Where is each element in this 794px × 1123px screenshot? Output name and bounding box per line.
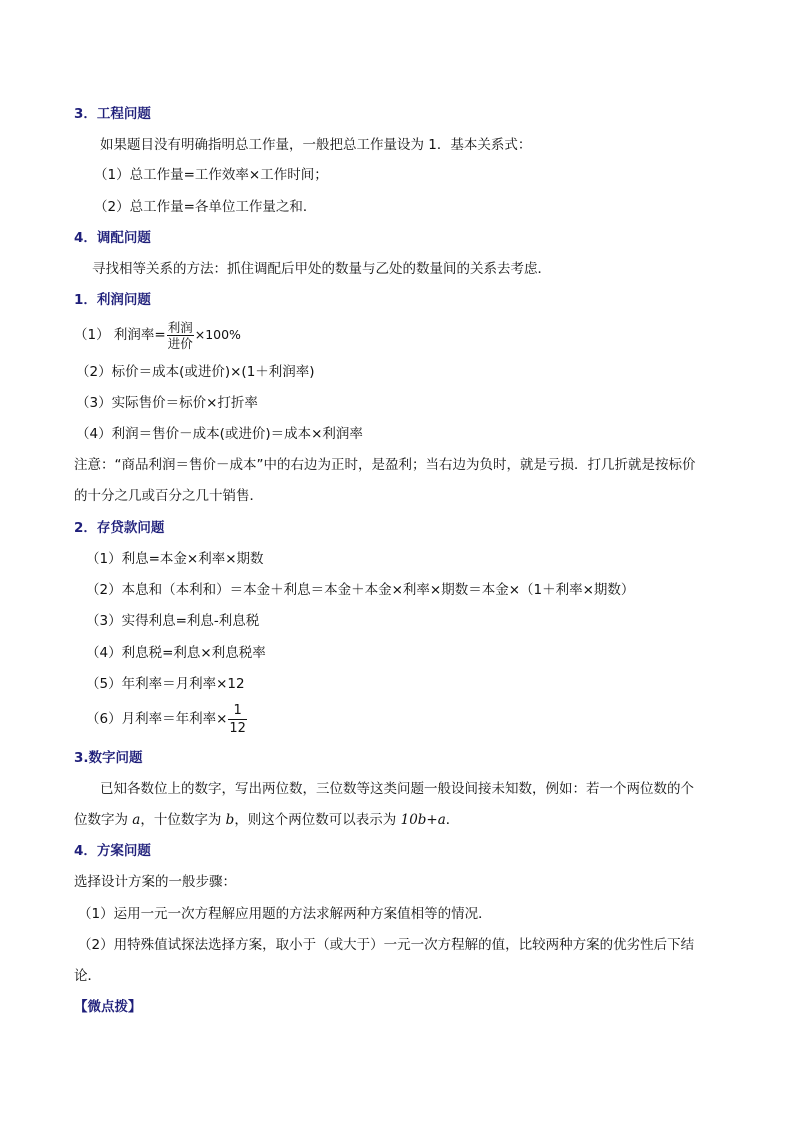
profit-formula-3: （3）实际售价＝标价×打折率 <box>76 395 258 411</box>
profit-fraction <box>167 320 194 351</box>
profit-note-line-1: 注意：“商品利润＝售价－成本”中的右边为正时，是盈利；当右边为负时，就是亏损．打几折就是按标价 <box>74 457 696 473</box>
digits-line-2-b: ，十位数字为 <box>140 812 226 828</box>
plan-intro: 选择设计方案的一般步骤： <box>74 874 236 890</box>
profit-f1-suffix: ×100% <box>194 327 241 342</box>
profit-note-line-2: 的十分之几或百分之几十销售． <box>74 488 263 504</box>
deposit-item-5: （5）年利率＝月利率×12 <box>86 676 245 692</box>
variable-b: b <box>225 812 235 828</box>
deposit-item-2: （2）本息和（本利和）＝本金＋利息＝本金＋本金×利率×期数＝本金×（1＋利率×期数） <box>86 582 635 598</box>
digits-line-1: 已知各数位上的数字，写出两位数，三位数等这类问题一般设间接未知数，例如：若一个两位数的个 <box>100 781 694 797</box>
plan-item-1: （1）运用一元一次方程解应用题的方法求解两种方案值相等的情况． <box>78 906 492 922</box>
plan-item-2-line-1: （2）用特殊值试探法选择方案，取小于（或大于）一元一次方程解的值，比较两种方案的优劣性后下结 <box>78 937 695 953</box>
deposit-item-6 <box>86 700 248 738</box>
heading-profit: 1．利润问题 <box>74 292 151 308</box>
fraction-numerator: 1 <box>228 702 247 720</box>
engineering-intro: 如果题目没有明确指明总工作量，一般把总工作量设为 1．基本关系式： <box>100 137 532 153</box>
heading-blending: 4．调配问题 <box>74 230 151 246</box>
profit-formula-2: （2）标价＝成本(或进价)×(1＋利润率) <box>76 364 315 380</box>
engineering-item-2: （2）总工作量=各单位工作量之和． <box>94 199 317 215</box>
heading-plan: 4．方案问题 <box>74 843 151 859</box>
heading-deposit: 2．存贷款问题 <box>74 520 165 536</box>
digits-line-2-a: 位数字为 <box>74 812 133 828</box>
heading-tips: 【微点拨】 <box>74 999 142 1015</box>
deposit-item-1: （1）利息=本金×利率×期数 <box>86 551 264 567</box>
two-digit-expression: 10b+a <box>400 812 446 828</box>
profit-formula-4: （4）利润＝售价－成本(或进价)＝成本×利润率 <box>76 426 363 442</box>
deposit-item-3: （3）实得利息=利息-利息税 <box>86 613 260 629</box>
engineering-item-1: （1）总工作量=工作效率×工作时间； <box>94 167 328 183</box>
heading-digits: 3.数字问题 <box>74 750 143 766</box>
digits-line-2 <box>74 810 459 830</box>
fraction-denominator: 12 <box>229 720 246 736</box>
variable-a: a <box>132 812 141 828</box>
profit-f1-prefix: （1） 利润率= <box>74 327 166 343</box>
plan-item-2-line-2: 论． <box>74 968 101 984</box>
blending-intro: 寻找相等关系的方法：抓住调配后甲处的数量与乙处的数量间的关系去考虑． <box>92 261 551 277</box>
heading-engineering: 3．工程问题 <box>74 106 151 122</box>
fraction-numerator: 利润 <box>167 319 193 335</box>
fraction-denominator: 进价 <box>167 335 193 351</box>
digits-line-2-c: ，则这个两位数可以表示为 <box>234 812 401 828</box>
deposit-item-6-prefix: （6）月利率＝年利率× <box>86 711 228 727</box>
deposit-item-4: （4）利息税=利息×利息税率 <box>86 645 266 661</box>
profit-formula-1 <box>74 318 241 352</box>
digits-line-2-end: ． <box>445 812 460 828</box>
monthly-rate-fraction <box>228 702 247 737</box>
